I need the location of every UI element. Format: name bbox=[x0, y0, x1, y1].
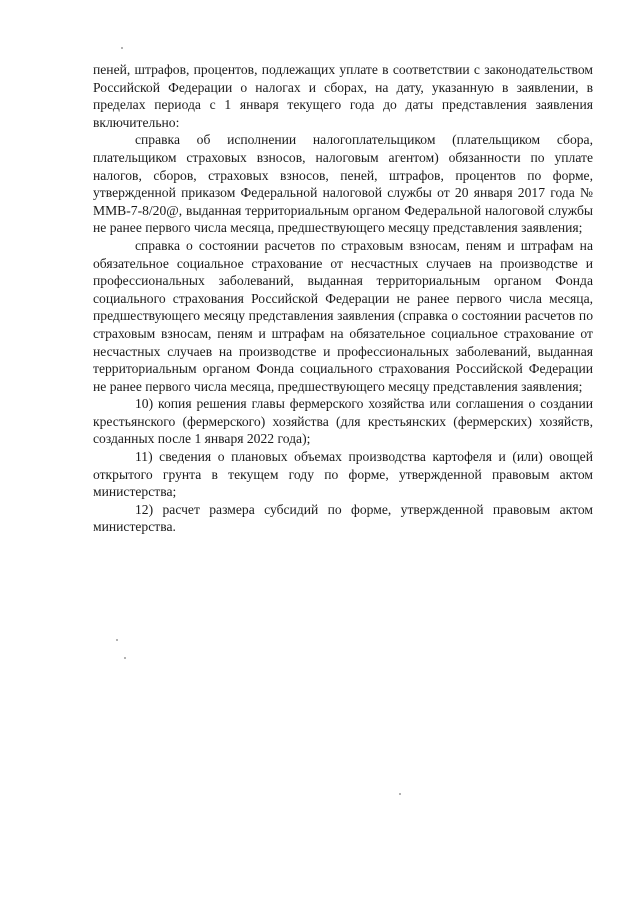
scan-speck bbox=[116, 639, 118, 641]
paragraph-item-10: 10) копия решения главы фермерского хозяйства или соглашения о создании крестьянского (фермерского) хозяйства (для крестьянских (фермерских) хозяйств, созданных после 1 января 2022 года); bbox=[93, 396, 593, 447]
paragraph-tax-certificate: справка об исполнении налогоплательщиком (плательщиком сбора, плательщиком страховых взносов, налоговым агентом) обязанности по уплате налогов, сборов, страховых взносов, пеней, штрафов, процентов по форме, утвержденной приказом Федеральной налоговой службы от 20 января 2017 года № ММВ-7-8/20@, выданная территориальным органом Федеральной налоговой службы не ранее первого числа месяца, предшествующего месяцу представления заявления; bbox=[93, 132, 593, 236]
paragraph-insurance-certificate: справка о состоянии расчетов по страховым взносам, пеням и штрафам на обязательное социальное страхование от несчастных случаев на производстве и профессиональных заболеваний, выданная территориальным органом Фонда социального страхования Российской Федерации не ранее первого числа месяца, предшествующего месяцу представления заявления (справка о состоянии расчетов по страховым взносам, пеням и штрафам на обязательное социальное страхование от несчастных случаев на производстве и профессиональных заболеваний, выданная территориальным органом Фонда социального страхования Российской Федерации не ранее первого числа месяца, предшествующего месяцу представления заявления; bbox=[93, 237, 593, 394]
scan-speck bbox=[121, 47, 123, 49]
paragraph-item-11: 11) сведения о плановых объемах производства картофеля и (или) овощей открытого грунта в текущем году по форме, утвержденной правовым актом министерства; bbox=[93, 449, 593, 500]
document-page bbox=[93, 61, 593, 536]
scan-speck bbox=[399, 793, 401, 795]
paragraph-penalties-continuation: пеней, штрафов, процентов, подлежащих уплате в соответствии с законодательством Российской Федерации о налогах и сборах, на дату, указанную в заявлении, в пределах периода с 1 января текущего года до даты представления заявления включительно: bbox=[93, 62, 593, 130]
paragraph-item-12: 12) расчет размера субсидий по форме, утвержденной правовым актом министерства. bbox=[93, 501, 593, 535]
scan-speck bbox=[124, 657, 126, 659]
